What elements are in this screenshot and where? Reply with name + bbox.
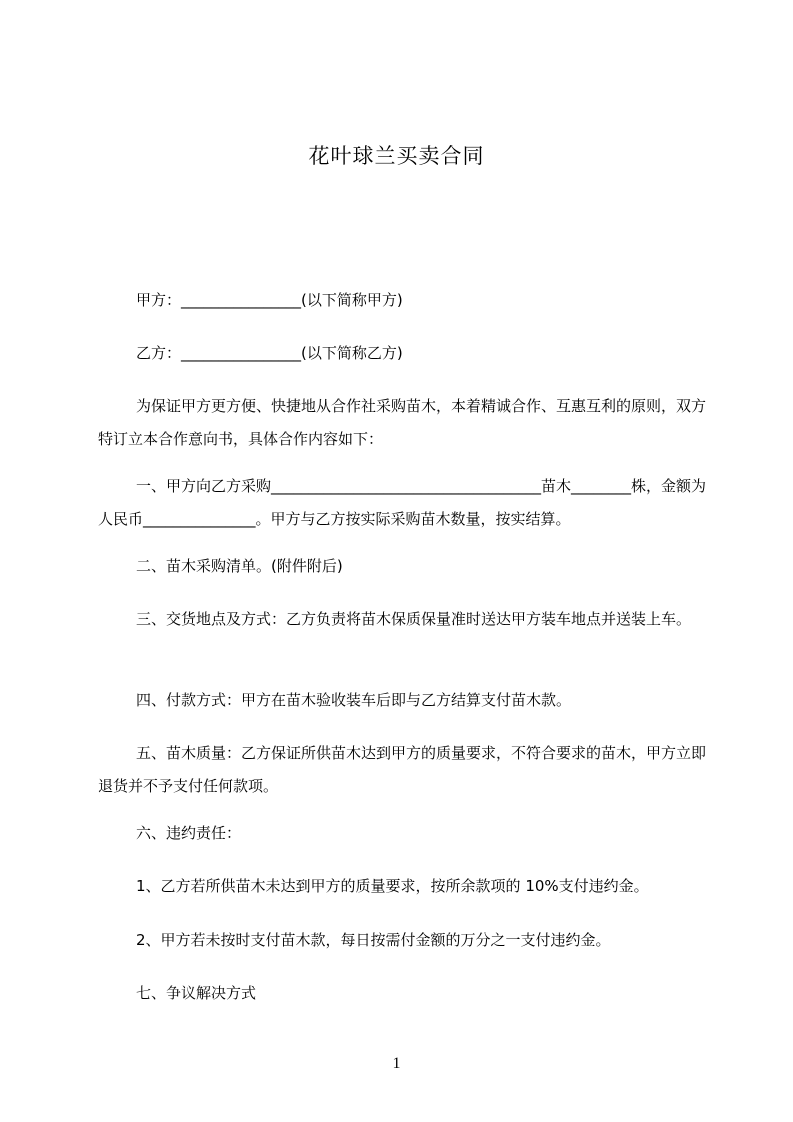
clause-6-item-2: 2、甲方若未按时支付苗木款，每日按需付金额的万分之一支付违约金。 xyxy=(136,931,611,949)
clause-2-purchase-list: 二、苗木采购清单。(附件附后) xyxy=(136,557,343,575)
party-b-line: 乙方：________________(以下简称乙方) xyxy=(136,344,403,362)
clause-4-payment: 四、付款方式：甲方在苗木验收装车后即与乙方结算支付苗木款。 xyxy=(136,691,572,709)
clause-5-quality: 五、苗木质量：乙方保证所供苗木达到甲方的质量要求，不符合要求的苗木，甲方立即退货并不予支付任何款项。 xyxy=(98,744,707,795)
party-a-line: 甲方：________________(以下简称甲方) xyxy=(136,291,403,309)
clause-1-purchase: 一、甲方向乙方采购____________________________________苗木________株，金额为人民币_______________。甲方与乙方按实际采购苗木数量，按实结算。 xyxy=(98,477,707,528)
clause-3-delivery: 三、交货地点及方式：乙方负责将苗木保质保量准时送达甲方装车地点并送装上车。 xyxy=(136,610,692,628)
clause-6-liability: 六、违约责任： xyxy=(136,824,242,842)
clause-7-dispute: 七、争议解决方式 xyxy=(136,984,257,1002)
clause-6-item-1: 1、乙方若所供苗木未达到甲方的质量要求，按所余款项的 10%支付违约金。 xyxy=(136,877,649,895)
page-number: 1 xyxy=(392,1055,401,1072)
intro-paragraph: 为保证甲方更方便、快捷地从合作社采购苗木，本着精诚合作、互惠互利的原则，双方特订立本合作意向书，具体合作内容如下： xyxy=(98,397,707,448)
document-title: 花叶球兰买卖合同 xyxy=(308,144,485,168)
